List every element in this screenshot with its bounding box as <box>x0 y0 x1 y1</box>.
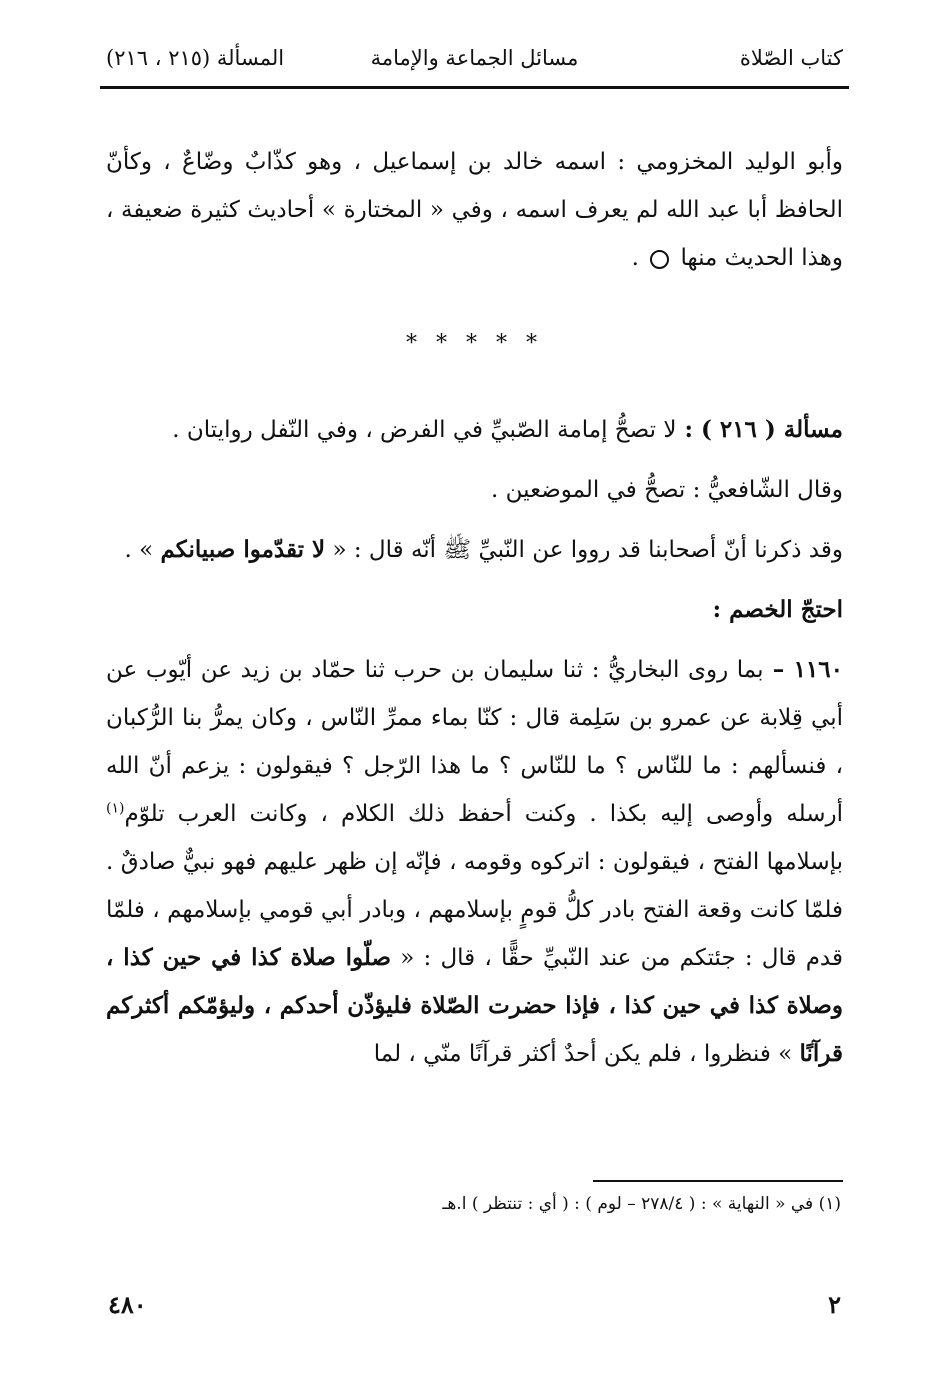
footnote-reference: (١) <box>106 800 125 817</box>
header-chapter-title: مسائل الجماعة والإمامة <box>370 46 579 70</box>
paragraph-text: وقد ذكرنا أنّ أصحابنا قد رووا عن النّبيِّ ﷺ أنّه قال : « <box>325 537 843 563</box>
issue-heading <box>106 406 843 454</box>
page-number: ٤٨٠ <box>108 1290 147 1319</box>
hadith-number: ١١٦٠ – <box>763 656 843 683</box>
hadith-quote: صلّوا صلاة كذا في حين كذا ، وصلاة كذا في حين كذا ، فإذا حضرت الصّلاة فليؤذّن أحدكم ، وليؤمّكم أكثركم قرآنًا <box>106 944 843 1067</box>
volume-number: ٢ <box>828 1290 841 1319</box>
paragraph-text: بإسلامها الفتح ، فيقولون : اتركوه وقومه ، فإنّه إن ظهر عليهم فهو نبيٌّ صادقٌ . فلمّا كانت وقعة الفتح بادر كلُّ قومٍ بإسلامهم ، وبادر أبي قومي بإسلامهم ، فلمّا قدم قال : جئتكم من عند النّبيِّ حقًّا ، قال : « <box>106 849 844 971</box>
hadith-1160 <box>106 646 843 1078</box>
paragraph-text: بما روى البخاريُّ : ثنا سليمان بن حرب ثنا حمّاد بن زيد عن أيّوب عن أبي قِلابة عن عمرو بن سَلِمة قال : كنّا بماء ممرِّ النّاس ، وكان يمرُّ بنا الرُّكبان ، فنسألهم : ما للنّاس ؟ ما للنّاس ؟ ما هذا الرّجل ؟ فيقولون : يزعم أنّ الله أرسله وأوصى إليه بكذا . وكنت أحفظ ذلك الكلام ، وكانت العرب تلوّم <box>106 657 843 827</box>
section-separator: * * * * * <box>406 331 543 356</box>
issue-text: لا تصحُّ إمامة الصّبيِّ في الفرض ، وفي النّفل روايتان . <box>172 417 677 443</box>
circle-end-mark-icon <box>650 250 669 269</box>
hadith-quote: لا تقدّموا صبيانكم <box>160 536 326 563</box>
paragraph-text: » . <box>124 537 161 563</box>
header-rule <box>100 86 849 89</box>
footnote-rule <box>593 1180 843 1182</box>
paragraph-narrator-note <box>106 138 843 282</box>
header-issue-range: المسألة (٢١٥ ، ٢١٦) <box>106 46 285 70</box>
issue-number: مسألة ( ٢١٦ ) : <box>676 416 843 443</box>
footnote: (١) في « النهاية » : ( ٢٧٨/٤ – لوم ) : ( أي : تنتظر ) ا.هـ <box>442 1194 841 1214</box>
header-book-title: كتاب الصّلاة <box>739 46 843 70</box>
paragraph-shafii: وقال الشّافعيُّ : تصحُّ في الموضعين . <box>491 477 843 503</box>
paragraph-hadith-mention <box>106 526 843 574</box>
paragraph-end: . <box>631 245 639 271</box>
main-text <box>106 138 843 1078</box>
running-header <box>100 40 849 80</box>
paragraph-text: وأبو الوليد المخزومي : اسمه خالد بن إسماعيل ، وهو كذّابٌ وضّاعٌ ، وكأنّ الحافظ أبا عبد الله لم يعرف اسمه ، وفي « المختارة » أحاديث كثيرة ضعيفة ، وهذا الحديث منها <box>106 149 843 271</box>
opponent-argument-heading: احتجّ الخصم : <box>712 596 843 623</box>
paragraph-text: » فنظروا ، فلم يكن أحدٌ أكثر قرآنًا منّي ، لما <box>373 1041 800 1067</box>
